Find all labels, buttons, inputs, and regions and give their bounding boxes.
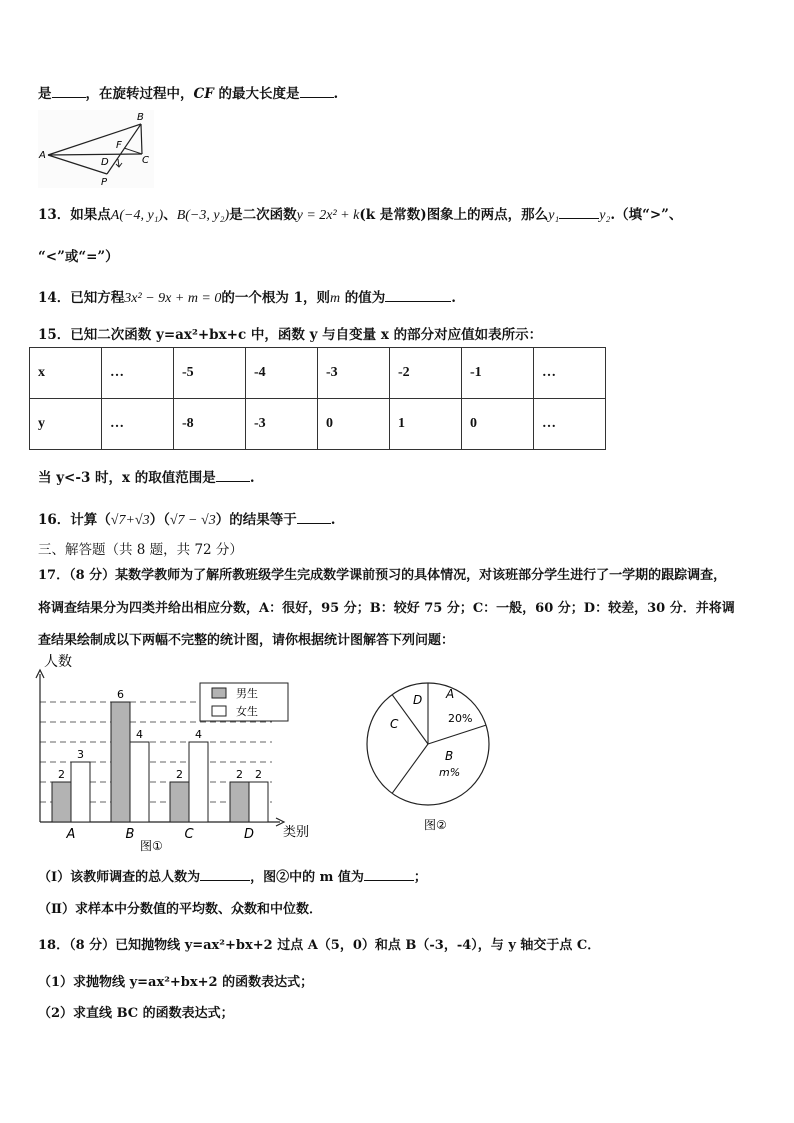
table-row-y xyxy=(30,399,606,450)
table-cell: -1 xyxy=(462,348,534,399)
value-table xyxy=(29,347,606,450)
table-cell: -5 xyxy=(174,348,246,399)
q17-line-2: 将调查结果分为四类并给出相应分数，A：很好，95 分；B：较好 75 分；C：一般，60 分；D：较差，30 分．并将调 xyxy=(38,601,735,616)
q14-prefix: 14．已知方程 xyxy=(38,290,125,306)
q17-blank-2 xyxy=(364,868,414,881)
legend-label-boys: 男生 xyxy=(236,687,258,700)
table-cell: -8 xyxy=(174,399,246,450)
pie-label-d: D xyxy=(413,693,423,707)
x-tick-label: D xyxy=(243,827,255,842)
q13-prefix: 13．如果点 xyxy=(38,207,111,223)
q12-text-c: 的最大长度是 xyxy=(213,86,300,102)
q17-sub1-c: ； xyxy=(413,870,427,885)
q17-sub1 xyxy=(38,866,427,885)
q13-tail: .（填“>”、 xyxy=(610,207,683,223)
table-cell: 1 xyxy=(390,399,462,450)
bar-b-series-1 xyxy=(111,702,130,822)
y-axis-title: 人数 xyxy=(44,654,72,670)
q12-end: . xyxy=(333,86,339,102)
q14-mid: 的一个根为 1，则 xyxy=(221,290,330,306)
label-p: P xyxy=(101,177,108,188)
legend-swatch-girls xyxy=(212,706,226,716)
q17-line-1: 17．（8 分）某数学教师为了解所教班级学生完成数学课前预习的具体情况，对该班部分学生进行了一学期的跟踪调查， xyxy=(38,568,727,583)
section-heading: 三、解答题（共 8 题，共 72 分） xyxy=(38,542,243,558)
rotation-figure xyxy=(38,110,154,188)
q14-end: . xyxy=(451,290,456,306)
bar-value-label: 2 xyxy=(58,768,65,781)
q13-y1: y₁ xyxy=(548,208,560,223)
q14-var: m xyxy=(329,291,341,306)
table-cell: 0 xyxy=(462,399,534,450)
q12-blank-2 xyxy=(300,85,334,98)
q14-equation: 3x² − 9x + m = 0 xyxy=(124,291,222,306)
q17-line-3: 查结果绘制成以下两幅不完整的统计图，请你根据统计图解答下列问题： xyxy=(38,633,455,648)
table-cell: -2 xyxy=(390,348,462,399)
bar-a-series-1 xyxy=(52,782,71,822)
x-tick-label: B xyxy=(125,827,135,842)
q16-end: . xyxy=(330,512,336,528)
bar-c-series-2 xyxy=(189,742,208,822)
q17-sub2: （Ⅱ）求样本中分数值的平均数、众数和中位数． xyxy=(38,902,322,917)
table-cell: … xyxy=(102,348,174,399)
q17-sub1-a: （Ⅰ）该教师调查的总人数为 xyxy=(38,870,201,885)
pie-label-c: C xyxy=(390,717,399,731)
pie-label-a: A xyxy=(446,687,455,701)
q15-after-a: 当 y<-3 时，x 的取值范围是 xyxy=(38,470,216,486)
bar-d-series-2 xyxy=(249,782,268,822)
q13-mid2: 图象上的两点，那么 xyxy=(426,207,549,223)
q13-y2: y₂ xyxy=(599,208,611,223)
table-cell: y xyxy=(30,399,102,450)
bar-a-series-2 xyxy=(71,762,90,822)
q16-expr1: √7+√3 xyxy=(110,513,150,528)
x-tick-label: A xyxy=(66,827,76,842)
legend xyxy=(200,683,288,721)
q14-line xyxy=(38,286,456,307)
table-cell: … xyxy=(102,399,174,450)
q13-point-a: A(−4, y₁) xyxy=(110,208,164,223)
pie-pct-b: m% xyxy=(439,766,461,779)
q13-point-b: B(−3, y₂) xyxy=(176,208,230,223)
bar-b-series-2 xyxy=(130,742,149,822)
q12-text-b: ，在旋转过程中， xyxy=(85,86,194,102)
q12-cf: CF xyxy=(193,86,214,102)
q16-tail: ）的结果等于 xyxy=(215,512,297,528)
bar-value-label: 4 xyxy=(136,728,143,741)
bar-c-series-1 xyxy=(170,782,189,822)
q17-sub1-b: ，图②中的 m 值为 xyxy=(250,870,364,885)
legend-label-girls: 女生 xyxy=(236,705,258,718)
table-cell: -3 xyxy=(246,399,318,450)
legend-swatch-boys xyxy=(212,688,226,698)
table-cell: … xyxy=(534,348,606,399)
label-c: C xyxy=(142,155,149,166)
table-cell: -4 xyxy=(246,348,318,399)
q13-mid: 是二次函数 xyxy=(229,207,297,223)
bar-d-series-1 xyxy=(230,782,249,822)
x-axis-title: 类别 xyxy=(283,825,310,840)
q15-followup xyxy=(38,466,255,486)
table-cell: 0 xyxy=(318,399,390,450)
bar-value-label: 6 xyxy=(117,688,124,701)
q13-line-1 xyxy=(38,203,682,224)
q12-text-a: 是 xyxy=(38,86,52,102)
q16-blank xyxy=(297,511,331,524)
q18-sub1: （1）求抛物线 y=ax²+bx+2 的函数表达式； xyxy=(38,975,314,990)
q15-after-b: . xyxy=(249,470,255,486)
q15-question: 15．已知二次函数 y=ax²+bx+c 中，函数 y 与自变量 x 的部分对应值如表所示： xyxy=(38,327,543,343)
q16-prefix: 16．计算（ xyxy=(38,512,111,528)
q16-expr2: √7 − √3 xyxy=(169,513,216,528)
bar-chart xyxy=(32,650,332,860)
pie-pct-a: 20% xyxy=(448,712,473,725)
bar-value-label: 3 xyxy=(77,748,84,761)
label-d: D xyxy=(101,157,109,168)
q13-func: y = 2x² + k xyxy=(296,208,360,223)
q12-line xyxy=(38,82,338,102)
pie-label-b: B xyxy=(445,749,454,763)
q17-blank-1 xyxy=(200,868,250,881)
q14-tail: 的值为 xyxy=(340,290,386,306)
q16-mid: ）（ xyxy=(149,512,170,528)
q13-paren: (k 是常数) xyxy=(359,207,427,223)
q13-sep: 、 xyxy=(163,207,177,223)
table-cell: … xyxy=(534,399,606,450)
q13-line-2: “<”或“=”） xyxy=(38,249,119,265)
bar-value-label: 4 xyxy=(195,728,202,741)
pie-chart xyxy=(362,676,502,846)
table-cell: -3 xyxy=(318,348,390,399)
label-f: F xyxy=(116,140,122,151)
q16-line xyxy=(38,508,335,529)
q15-blank xyxy=(216,469,250,482)
table-cell: x xyxy=(30,348,102,399)
bar-value-label: 2 xyxy=(176,768,183,781)
table-row-x xyxy=(30,348,606,399)
pie-chart-caption: 图② xyxy=(424,818,447,832)
bar-chart-caption: 图① xyxy=(140,839,163,853)
q18-line-1: 18．（8 分）已知抛物线 y=ax²+bx+2 过点 A（5，0）和点 B（-3，-4），与 y 轴交于点 C． xyxy=(38,938,601,953)
label-b: B xyxy=(137,112,144,123)
q12-blank-1 xyxy=(52,85,86,98)
q13-blank xyxy=(559,206,599,219)
label-a: A xyxy=(39,150,46,161)
q18-sub2: （2）求直线 BC 的函数表达式； xyxy=(38,1006,234,1021)
bar-value-label: 2 xyxy=(255,768,262,781)
q14-blank xyxy=(385,289,451,302)
bar-value-label: 2 xyxy=(236,768,243,781)
x-tick-label: C xyxy=(184,827,194,842)
